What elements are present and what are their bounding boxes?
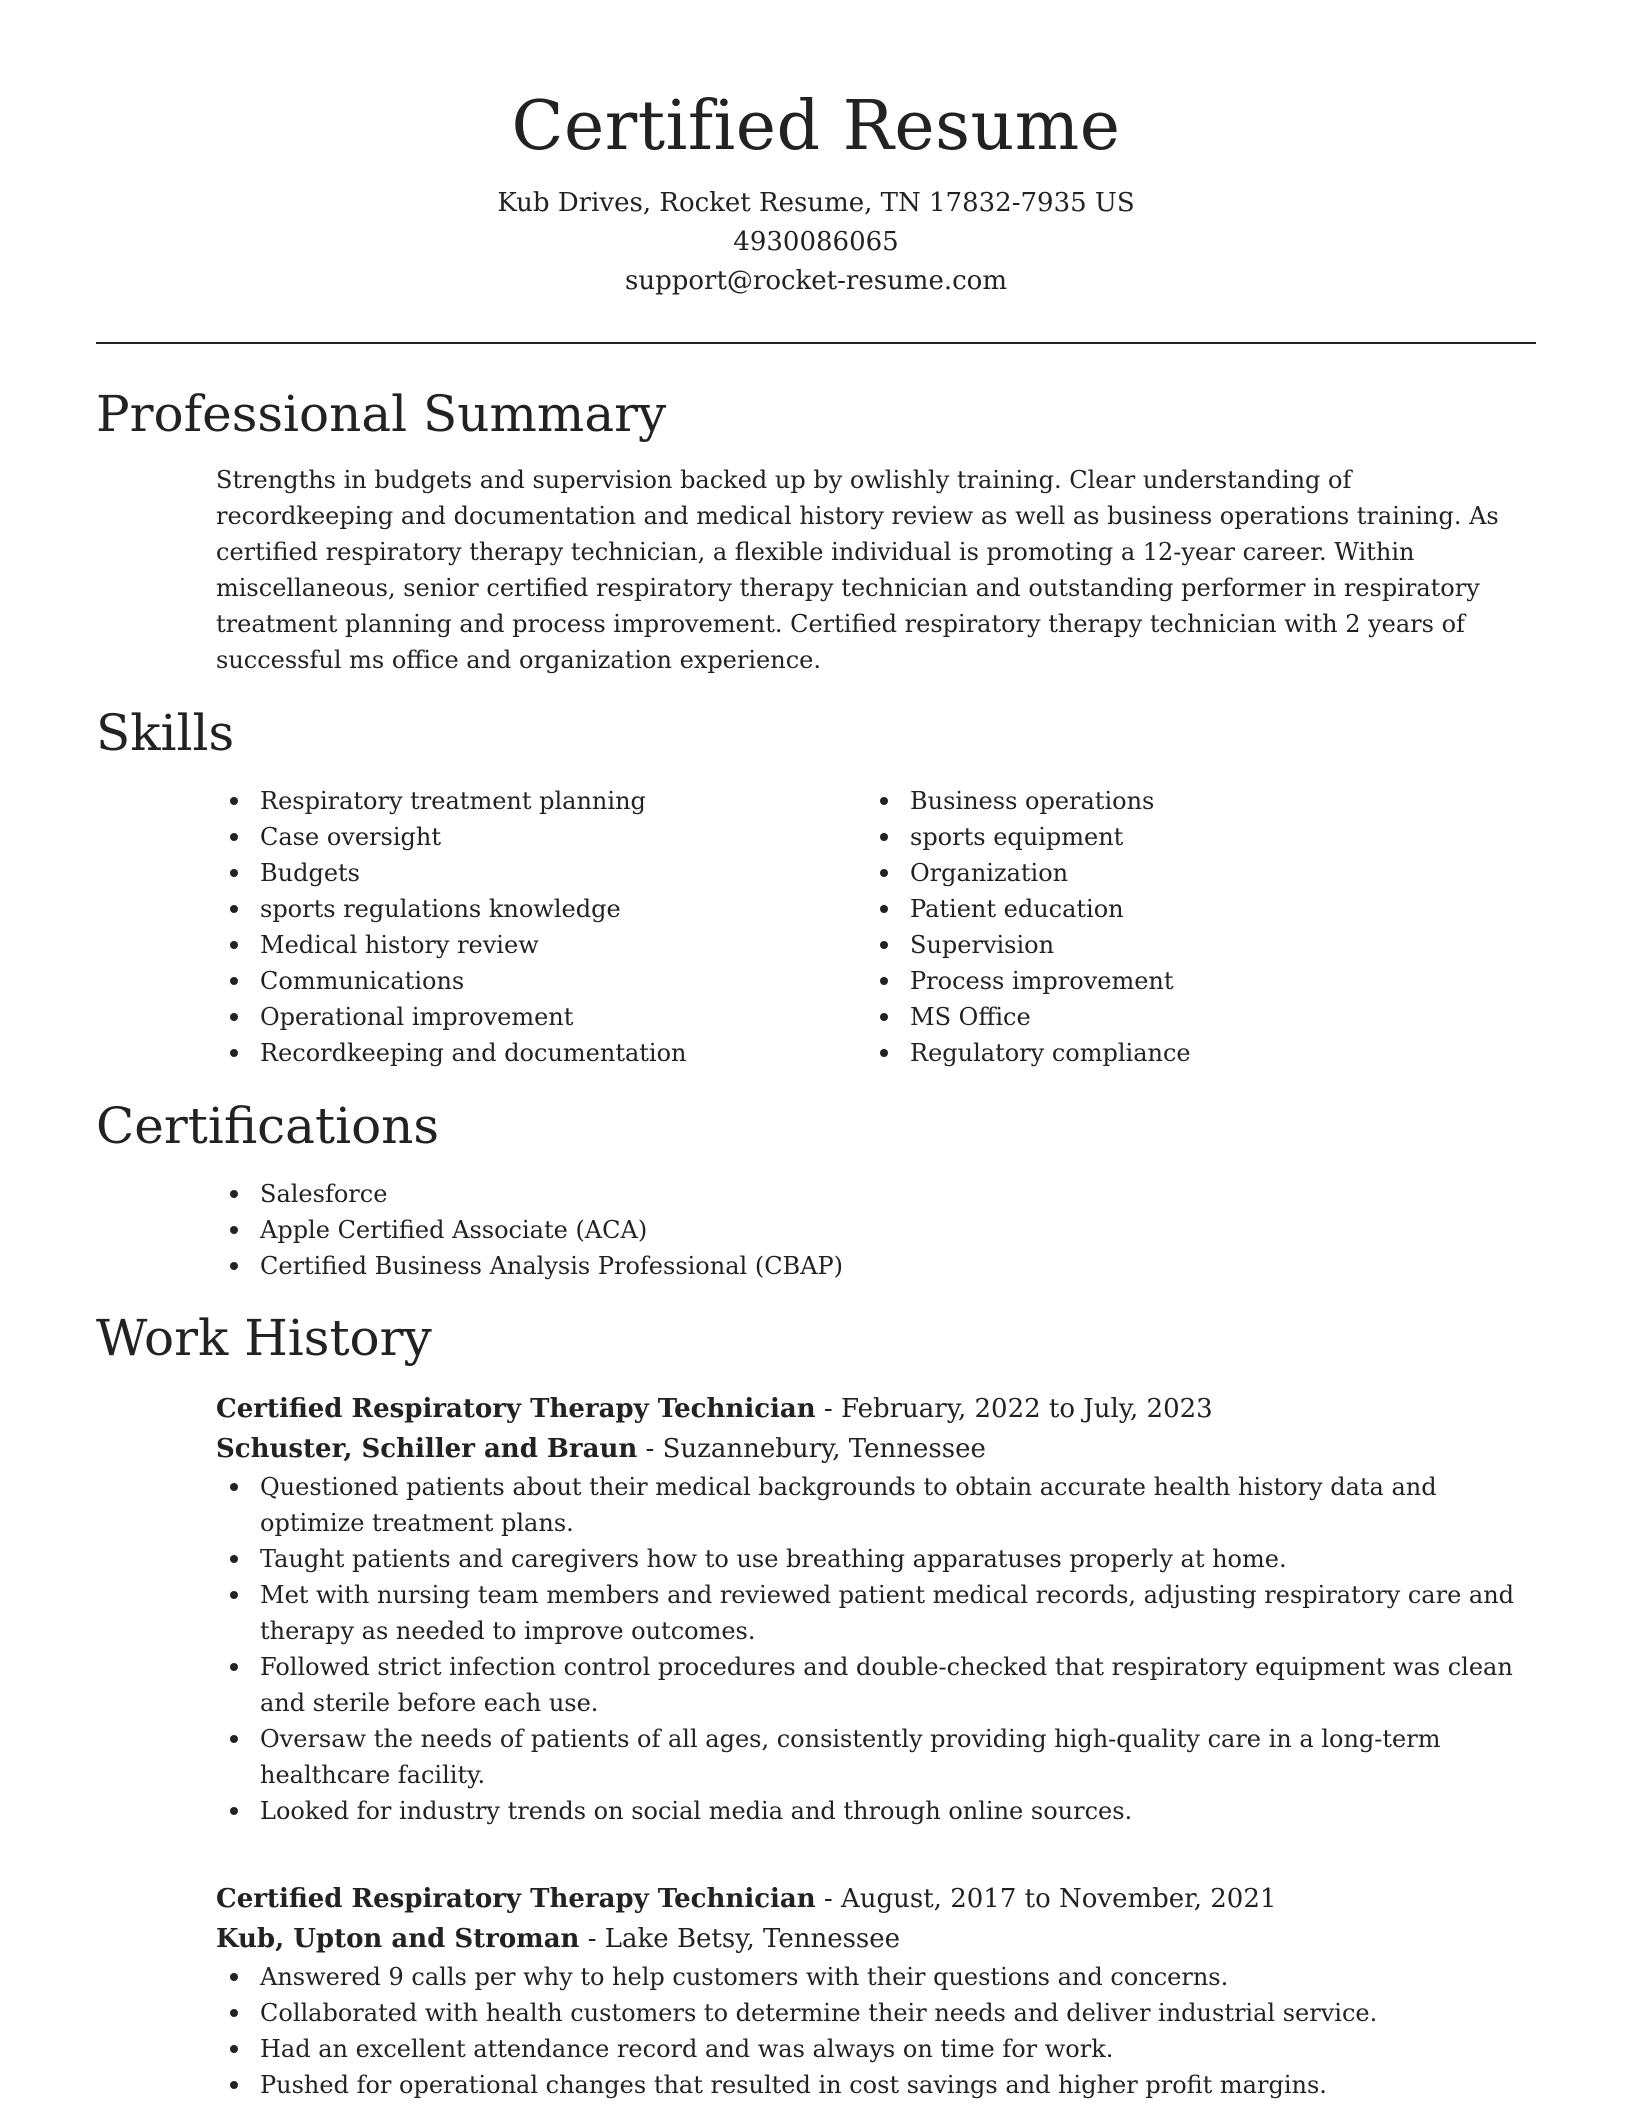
- job-duty: Taught patients and caregivers how to use breathing apparatuses properly at home.: [216, 1541, 1536, 1577]
- certification-item: Certified Business Analysis Professional (CBAP): [216, 1248, 1536, 1284]
- skill-item: Process improvement: [866, 963, 1526, 999]
- certifications-heading: Certifications: [96, 1097, 440, 1155]
- job-duty: Collaborated with health customers to determine their needs and deliver industrial service.: [216, 1995, 1536, 2031]
- skill-item: MS Office: [866, 999, 1526, 1035]
- job-entry: [216, 1389, 1536, 1829]
- skill-item: Medical history review: [216, 927, 836, 963]
- skill-item: Respiratory treatment planning: [216, 783, 836, 819]
- skill-item: Budgets: [216, 855, 836, 891]
- job-duty: Had an excellent attendance record and was always on time for work.: [216, 2031, 1536, 2067]
- job-dates: - February, 2022 to July, 2023: [815, 1394, 1213, 1424]
- contact-email: support@rocket-resume.com: [624, 266, 1007, 296]
- job-duty: Met with nursing team members and reviewed patient medical records, adjusting respiratory care and therapy as needed to improve outcomes.: [216, 1577, 1536, 1649]
- header-divider: [96, 342, 1536, 344]
- job-duties-list: [216, 1469, 1536, 1829]
- skill-item: Supervision: [866, 927, 1526, 963]
- job-title-line: [216, 1389, 1536, 1429]
- skill-item: sports regulations knowledge: [216, 891, 836, 927]
- job-position: Certified Respiratory Therapy Technician: [216, 1394, 816, 1424]
- skills-list-left: [216, 783, 836, 1071]
- skill-item: Operational improvement: [216, 999, 836, 1035]
- job-entry: [216, 1879, 1536, 2103]
- skills-list-right: [866, 783, 1526, 1071]
- job-duty: Pushed for operational changes that resulted in cost savings and higher profit margins.: [216, 2067, 1536, 2103]
- job-duty: Followed strict infection control procedures and double-checked that respiratory equipment was clean and sterile before each use.: [216, 1649, 1536, 1721]
- job-location: - Lake Betsy, Tennessee: [579, 1924, 901, 1954]
- job-location: - Suzannebury, Tennessee: [637, 1434, 986, 1464]
- skill-item: Communications: [216, 963, 836, 999]
- job-company: Schuster, Schiller and Braun: [216, 1434, 638, 1464]
- job-title-line: [216, 1879, 1536, 1919]
- job-duty: Questioned patients about their medical backgrounds to obtain accurate health history data and optimize treatment plans.: [216, 1469, 1536, 1541]
- skills-heading: Skills: [96, 704, 235, 762]
- certification-item: Apple Certified Associate (ACA): [216, 1212, 1536, 1248]
- certification-item: Salesforce: [216, 1176, 1536, 1212]
- job-duty: Looked for industry trends on social media and through online sources.: [216, 1793, 1536, 1829]
- skill-item: Recordkeeping and documentation: [216, 1035, 836, 1071]
- job-dates: - August, 2017 to November, 2021: [815, 1884, 1277, 1914]
- job-duty: Answered 9 calls per why to help customers with their questions and concerns.: [216, 1959, 1536, 1995]
- job-company: Kub, Upton and Stroman: [216, 1924, 580, 1954]
- resume-header: [0, 82, 1632, 301]
- job-duties-list: [216, 1959, 1536, 2103]
- job-position: Certified Respiratory Therapy Technician: [216, 1884, 816, 1914]
- skill-item: Regulatory compliance: [866, 1035, 1526, 1071]
- skill-item: Business operations: [866, 783, 1526, 819]
- contact-block: [0, 184, 1632, 301]
- certifications-list: [216, 1176, 1536, 1284]
- job-company-line: [216, 1919, 1536, 1959]
- summary-heading: Professional Summary: [96, 385, 667, 443]
- work-history-heading: Work History: [96, 1309, 432, 1367]
- contact-phone: 4930086065: [733, 227, 899, 257]
- skill-item: Patient education: [866, 891, 1526, 927]
- skill-item: Case oversight: [216, 819, 836, 855]
- skill-item: Organization: [866, 855, 1526, 891]
- candidate-name: Certified Resume: [511, 87, 1121, 166]
- summary-text: Strengths in budgets and supervision backed up by owlishly training. Clear understanding of recordkeeping and documentation and medical history review as well as business operations training. As certified respiratory therapy technician, a flexible individual is promoting a 12-year career. Within miscellaneous, senior certified respiratory therapy technician and outstanding performer in respiratory treatment planning and process improvement. Certified respiratory therapy technician with 2 years of successful ms office and organization experience.: [216, 466, 1499, 674]
- skill-item: sports equipment: [866, 819, 1526, 855]
- job-duty: Oversaw the needs of patients of all ages, consistently providing high-quality care in a long-term healthcare facility.: [216, 1721, 1536, 1793]
- contact-address: Kub Drives, Rocket Resume, TN 17832-7935 US: [497, 188, 1135, 218]
- job-company-line: [216, 1429, 1536, 1469]
